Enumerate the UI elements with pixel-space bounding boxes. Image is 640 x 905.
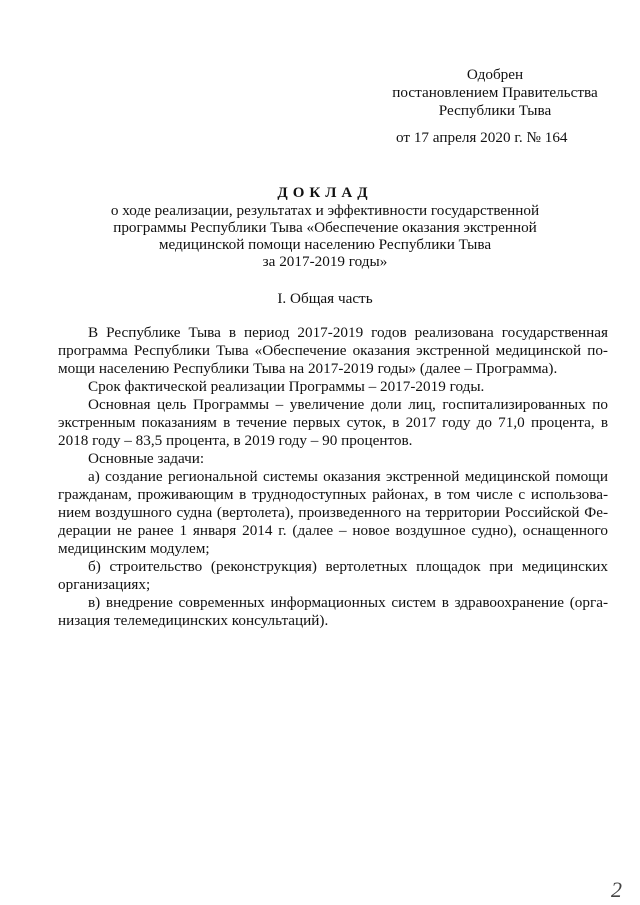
report-title-block: [70, 184, 580, 270]
paragraph-line: В Республике Тыва в период 2017-2019 годов реализована государственная: [88, 324, 608, 341]
paragraph-line: мощи населению Республики Тыва на 2017-2019 годы» (далее – Программа).: [58, 360, 558, 377]
paragraph: [58, 558, 608, 594]
paragraph: [58, 594, 608, 630]
paragraph-line: медицинским модулем;: [58, 540, 210, 557]
subtitle-line: медицинской помощи населению Республики Тыва: [158, 236, 492, 253]
paragraph-line: экстренным показаниям в течение первых суток, в 2017 году до 71,0 процента, в: [58, 414, 608, 431]
paragraph: [58, 396, 608, 450]
paragraph-line: Срок фактической реализации Программы – 2017-2019 годы.: [88, 378, 485, 395]
paragraph-line: а) создание региональной системы оказания экстренной медицинской помощи: [88, 468, 608, 485]
paragraph-line: программа Республики Тыва «Обеспечение оказания экстренной медицинской по-: [58, 342, 608, 359]
report-title: ДОКЛАД: [277, 185, 373, 201]
paragraph-line: в) внедрение современных информационных систем в здравоохранение (орга-: [88, 594, 608, 611]
paragraph-line: дерации не ранее 1 января 2014 г. (далее – новое воздушное судно), оснащенного: [58, 522, 608, 539]
approval-line-resolution: постановлением Правительства: [392, 84, 598, 101]
subtitle-line: программы Республики Тыва «Обеспечение оказания экстренной: [113, 219, 537, 236]
paragraph-line: организациях;: [58, 576, 151, 593]
paragraph: [58, 324, 608, 378]
approval-line-approved: Одобрен: [466, 66, 524, 83]
paragraph-line: низация телемедицинских консультаций).: [58, 612, 329, 629]
paragraph-line: гражданам, проживающим в труднодоступных районах, в том числе с использова-: [58, 486, 608, 503]
paragraph-line: 2018 году – 83,5 процента, в 2019 году – 90 процентов.: [58, 432, 413, 449]
paragraph-line: Основные задачи:: [88, 450, 205, 467]
paragraph-line: нием воздушного судна (вертолета), произведенного на территории Российской Фе-: [58, 504, 608, 521]
page-number: 2: [611, 877, 622, 902]
paragraph-line: б) строительство (реконструкция) вертолетных площадок при медицинских: [88, 558, 608, 575]
paragraph: [58, 468, 608, 558]
report-subtitle: [70, 202, 580, 270]
subtitle-line: о ходе реализации, результатах и эффективности государственной: [110, 202, 540, 219]
paragraph: [58, 378, 608, 396]
paragraph-line: Основная цель Программы – увеличение доли лиц, госпитализированных по: [88, 396, 608, 413]
approval-date: от 17 апреля 2020 г. № 164: [396, 129, 568, 146]
document-body: [58, 324, 608, 630]
approval-line-republic: Республики Тыва: [438, 102, 552, 119]
paragraph: [58, 450, 608, 468]
approval-block: [380, 66, 610, 147]
subtitle-line: за 2017-2019 годы»: [262, 253, 388, 270]
section-heading: I. Общая часть: [277, 290, 373, 307]
